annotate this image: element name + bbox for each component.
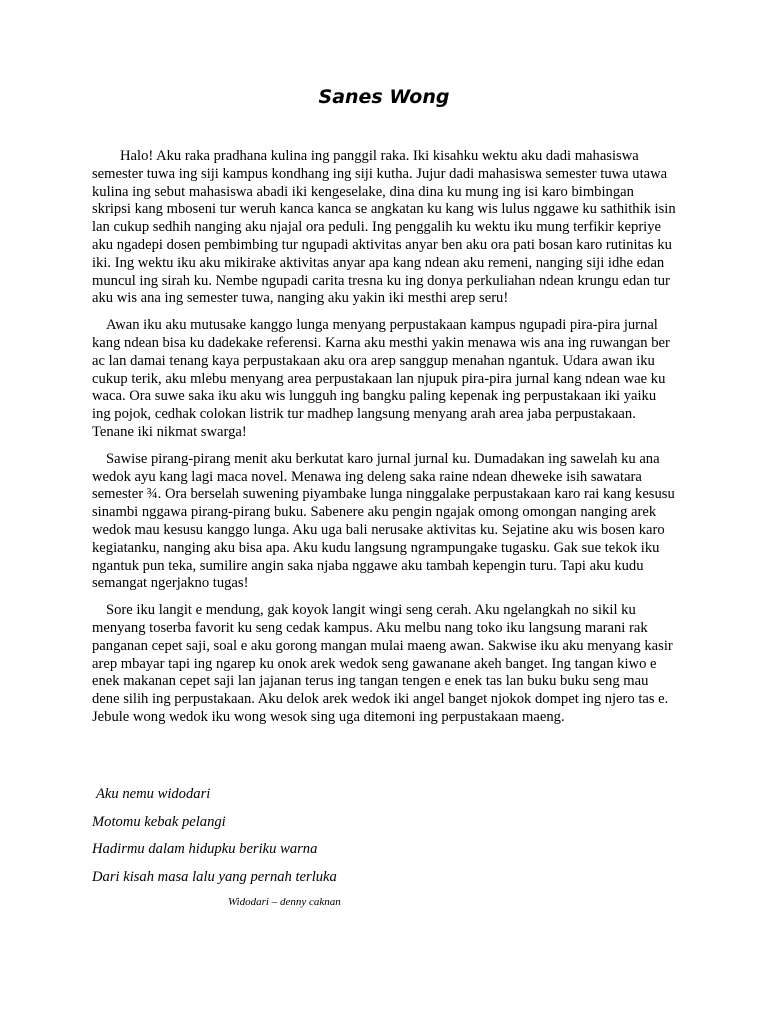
- paragraph-1: Halo! Aku raka pradhana kulina ing panggil raka. Iki kisahku wektu aku dadi mahasiswa semester tuwa ing siji kampus kondhang ing siji kutha. Jujur dadi mahasiswa semester tuwa utawa kulina ing sebut mahasiswa abadi iki kengeselake, dina dina ku mung ing isi karo bimbingan skripsi kang mboseni tur weruh kanca kanca se angkatan ku kang wis lulus nggawe ku sathithik isin lan cukup sedhih nanging aku njajal ora peduli. Ing penggalih ku wektu iku mung terfikir kepriye aku ngadepi dosen pembimbing tur ngupadi aktivitas anyar ben aku ora pati bosan karo rutinitas ku iki. Ing wektu iku aku mikirake aktivitas anyar apa kang ndean aku remeni, nanging siji idhe edan muncul ing sirah ku. Nembe ngupadi carita tresna ku ing donya perkuliahan ndean krungu edan tur aku wis ana ing semester tuwa, nanging aku yakin iki mesthi arep seru!: [92, 148, 676, 307]
- lyric-line-2: Motomu kebak pelangi: [92, 813, 226, 830]
- lyric-source-caption: Widodari – denny caknan: [228, 896, 341, 908]
- paragraph-4: Sore iku langit e mendung, gak koyok langit wingi seng cerah. Aku ngelangkah no sikil ku menyang toserba favorit ku seng cedak kampus. Aku melbu nang toko iku langsung marani rak panganan cepet saji, soal e aku gorong mangan mulai maeng awan. Sakwise iku aku menyang kasir arep mbayar tapi ing ngarep ku onok arek wedok seng gawanane akeh banget. Ing tangan kiwo e enek makanan cepet saji lan jajanan terus ing tangan tengen e enek tas lan buku buku seng mau dene silih ing perpustakaan. Aku delok arek wedok iki angel banget njokok dompet ing njero tas e. Jebule wong wedok iku wong wesok sing uga ditemoni ing perpustakaan maeng.: [92, 602, 673, 725]
- paragraph-3: Sawise pirang-pirang menit aku berkutat karo jurnal jurnal ku. Dumadakan ing sawelah ku ana wedok ayu kang lagi maca novel. Menawa ing deleng saka raine ndean dheweke isih sawatara semester ¾. Ora berselah suwening piyambake lunga ninggalake perpustakaan karo rai kang kesusu sinambi nggawa pirang-pirang buku. Sabenere aku pengin ngajak omong omongan nanging arek wedok mau kesusu kanggo lunga. Aku uga bali nerusake aktivitas ku. Sejatine aku wis bosen karo kegiatanku, nanging aku bisa apa. Aku kudu langsung ngrampungake tugasku. Gak sue tekok iku ngantuk pun teka, sumilire angin saka njaba nggawe aku tambah kepengin turu. Tapi aku kudu semangat ngerjakno tugas!: [92, 450, 675, 592]
- document-title: Sanes Wong: [318, 86, 450, 108]
- lyric-line-4: Dari kisah masa lalu yang pernah terluka: [92, 868, 337, 885]
- lyric-line-3: Hadirmu dalam hidupku beriku warna: [92, 841, 318, 858]
- lyric-line-1: Aku nemu widodari: [96, 786, 211, 802]
- story-body: [92, 148, 676, 736]
- song-lyrics: [92, 786, 676, 896]
- paragraph-2: Awan iku aku mutusake kanggo lunga menyang perpustakaan kampus ngupadi pira-pira jurnal kang ndean bisa ku dadekake referensi. Karna aku mesthi yakin menawa wis ana ing ruwangan ber ac lan damai tenang kaya perpustakaan aku ora arep sanggup menahan ngantuk. Udara awan iku cukup terik, aku mlebu menyang area perpustakaan lan njupuk pira-pira jurnal kang ndean wae ku waca. Ora suwe saka iku aku wis lungguh ing bangku paling kepenak ing perpustakaan iki yaiku ing pojok, cedhak colokan listrik tur madhep langsung menyang arah area jaba perpustakaan. Tenane iki nikmat swarga!: [92, 317, 670, 440]
